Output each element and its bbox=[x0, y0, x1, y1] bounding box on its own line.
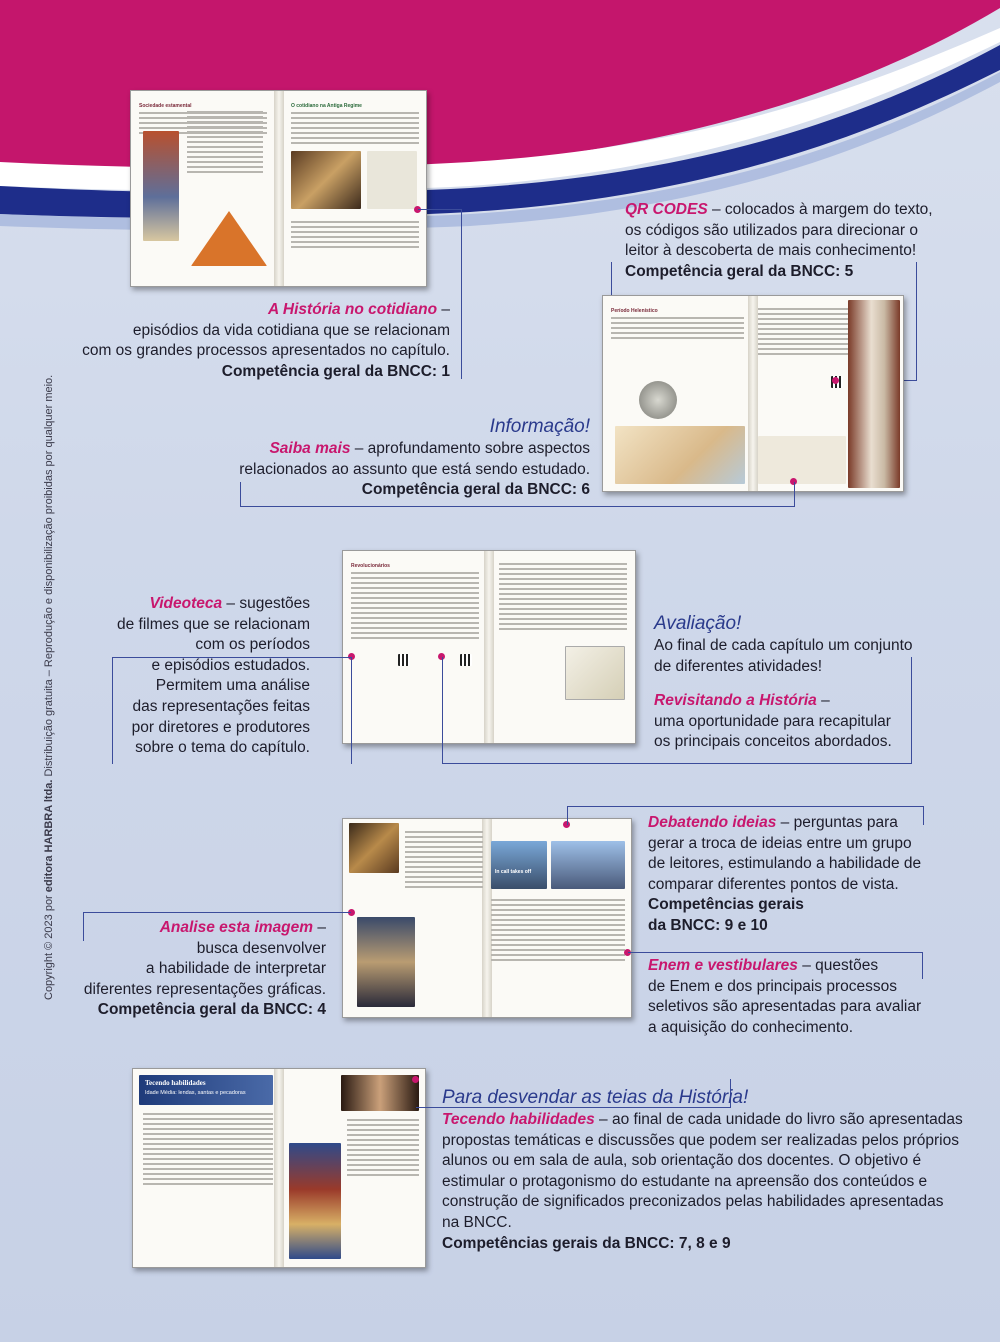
avaliacao-block: Avaliação! Ao final de cada capítulo um conjunto de diferentes atividades! Revisitando a História – uma oportunidade para recapitular os principais conceitos abordados. bbox=[654, 613, 913, 751]
book-spread-cotidiano bbox=[130, 90, 427, 287]
book-spread-tecendo bbox=[132, 1068, 426, 1268]
book-page-title: O cotidiano na Antiga Regime bbox=[291, 102, 362, 109]
enem-block: Enem e vestibulares – questões de Enem e dos principais processos seletivos são apresentadas para avaliar a aquisição do conhecimento. bbox=[648, 957, 922, 1036]
book-page-title: Revolucionários bbox=[351, 562, 390, 569]
coin-image bbox=[639, 381, 677, 419]
jester-illustration bbox=[143, 131, 179, 241]
marker-dot bbox=[832, 377, 839, 384]
map-image bbox=[615, 426, 745, 484]
photo-caption: In call takes off bbox=[495, 869, 532, 875]
book-page-subtitle: Idade Média: lendas, santas e pecadoras bbox=[145, 1090, 246, 1096]
book-spread-debatendo bbox=[342, 818, 632, 1018]
book-spread-helenistico bbox=[602, 295, 904, 492]
connector-line bbox=[455, 299, 462, 379]
side-box bbox=[367, 151, 417, 209]
painting-image bbox=[349, 823, 399, 873]
qrcodes-block: QR CODES – colocados à margem do texto, os códigos são utilizados para direcionar o leitor à descoberta de mais conhecimento! Competência geral da BNCC: 5 bbox=[625, 201, 933, 280]
qr-code-icon bbox=[398, 654, 410, 666]
book-page-title: Tecendo habilidades bbox=[145, 1079, 206, 1087]
manuscript-image bbox=[289, 1143, 341, 1259]
connector-line bbox=[240, 482, 795, 507]
book-page-title: Período Helenístico bbox=[611, 307, 658, 314]
copyright-notice: Copyright © 2023 por editora HARBRA ltda. Distribuição gratuita – Reprodução e disponibilização proibidas por qualquer meio. bbox=[43, 374, 55, 1000]
debatendo-block: Debatendo ideias – perguntas para gerar a troca de ideias entre um grupo de leitores, estimulando a habilidade de comparar diferentes pontos de vista. Competências gerais da BNCC: 9 e 10 bbox=[648, 814, 922, 934]
painting-image bbox=[341, 1075, 419, 1111]
photo-image bbox=[491, 841, 547, 889]
connector-line bbox=[418, 209, 462, 300]
painting-image bbox=[291, 151, 361, 209]
videoteca-block: Videoteca – sugestões de filmes que se relacionam com os períodos e episódios estudados. Permitem uma análise das representações feitas por diretores e produtores sobre o tema do capítulo. bbox=[117, 595, 310, 757]
portrait-image bbox=[357, 917, 415, 1007]
informacao-block: Informação! Saiba mais – aprofundamento sobre aspectos relacionados ao assunto que está sendo estudado. Competência geral da BNCC: 6 bbox=[239, 416, 590, 499]
teias-block: Para desvendar as teias da História! Tecendo habilidades – ao final de cada unidade do livro são apresentadas propostas temáticas e discussões que podem ser realizadas pelos próprios alunos ou em sala de aula, sob orientação dos docentes. O objetivo é estimular o protagonismo do estudante na apreensão dos conteúdos e construção de significados preconizados pelas habilidades apresentadas na BNCC. Competências gerais da BNCC: 7, 8 e 9 bbox=[442, 1087, 963, 1252]
photo-image bbox=[551, 841, 625, 889]
analise-block: Analise esta imagem – busca desenvolver a habilidade de interpretar diferentes representações gráficas. Competência geral da BNCC: 4 bbox=[83, 919, 326, 1019]
statue-image bbox=[848, 300, 900, 488]
cotidiano-block: A História no cotidiano – episódios da vida cotidiana que se relacionam com os grandes processos apresentados no capítulo. Competência geral da BNCC: 1 bbox=[82, 301, 450, 380]
side-box bbox=[758, 436, 846, 484]
book-page-title: Sociedade estamental bbox=[139, 102, 192, 109]
